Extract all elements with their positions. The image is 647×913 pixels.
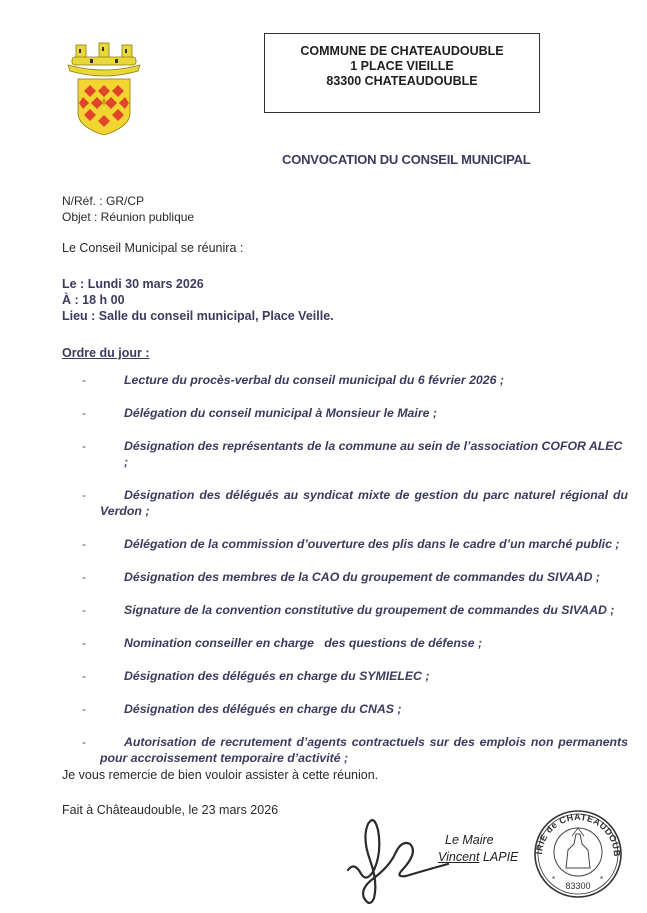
meeting-details: [62, 276, 334, 324]
agenda-item-text: Lecture du procès-verbal du conseil municipal du 6 février 2026 ;: [124, 373, 504, 387]
signatory-first-name: Vincent: [438, 850, 480, 864]
signatory-last-name: LAPIE: [482, 850, 519, 864]
agenda-item-text: Délégation de la commission d’ouverture des plis dans le cadre d’un marché public ;: [124, 537, 620, 551]
address-line-street: 1 PLACE VIEILLE: [350, 59, 454, 73]
signature-icon: [340, 812, 450, 907]
agenda-item-text: Désignation des délégués en charge du CNAS ;: [124, 702, 402, 716]
agenda-item-text: Autorisation de recrutement d’agents contractuels sur des emplois non permanents pour accroissement temporaire d’activité ;: [100, 735, 628, 765]
reference-subject: Objet : Réunion publique: [62, 210, 195, 224]
bullet-dash: -: [82, 488, 87, 502]
closing-thanks: Je vous remercie de bien vouloir assister à cette réunion.: [62, 768, 379, 782]
bullet-dash: -: [82, 603, 87, 617]
signatory-name: [438, 850, 518, 864]
bullet-dash: -: [82, 735, 87, 749]
agenda-item: [68, 405, 628, 421]
agenda-item: [68, 569, 628, 585]
stamp-star-right-icon: *: [600, 875, 604, 884]
address-line-commune: COMMUNE DE CHATEAUDOUBLE: [300, 44, 504, 58]
address-line-city: 83300 CHATEAUDOUBLE: [326, 74, 478, 88]
bullet-dash: -: [82, 406, 87, 420]
agenda-item: [68, 438, 628, 470]
signatory-title: Le Maire: [445, 833, 494, 847]
stamp-text-bottom: 83300: [565, 881, 591, 891]
agenda-item-text: Signature de la convention constitutive du groupement de commandes du SIVAAD ;: [124, 603, 615, 617]
bullet-dash: -: [82, 702, 87, 716]
intro-text: Le Conseil Municipal se réunira :: [62, 241, 244, 255]
closing-place-date: Fait à Châteaudouble, le 23 mars 2026: [62, 803, 279, 817]
document-title: CONVOCATION DU CONSEIL MUNICIPAL: [282, 152, 531, 167]
meeting-place: Lieu : Salle du conseil municipal, Place Veille.: [62, 309, 334, 323]
agenda-item-text: Désignation des délégués au syndicat mixte de gestion du parc naturel régional du Verdon ;: [100, 488, 628, 518]
agenda-item-text: Désignation des membres de la CAO du groupement de commandes du SIVAAD ;: [124, 570, 601, 584]
agenda-item: [68, 668, 628, 684]
agenda-item: [68, 372, 628, 388]
address-box: [264, 33, 540, 113]
agenda-item: [68, 602, 628, 618]
agenda-item: [68, 734, 628, 766]
bullet-dash: -: [82, 537, 87, 551]
agenda-item: [68, 487, 628, 519]
bullet-dash: -: [82, 636, 87, 650]
agenda-item-text: Délégation du conseil municipal à Monsieur le Maire ;: [124, 406, 437, 420]
agenda-heading: Ordre du jour :: [62, 346, 150, 360]
bullet-dash: -: [82, 669, 87, 683]
agenda-item: [68, 701, 628, 717]
bullet-dash: -: [82, 373, 87, 387]
meeting-date: Le : Lundi 30 mars 2026: [62, 277, 204, 291]
agenda-item-text: Nomination conseiller en charge des questions de défense ;: [124, 636, 483, 650]
agenda-item-text: Désignation des représentants de la commune au sein de l’association COFOR ALEC ;: [124, 439, 623, 469]
stamp-text-top: IRIE de CHATEAUDOUB: [534, 811, 623, 858]
official-stamp-icon: [528, 806, 628, 898]
reference-number: N/Réf. : GR/CP: [62, 194, 145, 208]
agenda-item: [68, 635, 628, 651]
reference-block: [62, 193, 194, 225]
agenda-item-text: Désignation des délégués en charge du SYMIELEC ;: [124, 669, 430, 683]
bullet-dash: -: [82, 439, 87, 453]
agenda-list: [68, 372, 628, 783]
agenda-item: [68, 536, 628, 552]
bullet-dash: -: [82, 570, 87, 584]
stamp-star-left-icon: *: [552, 875, 556, 884]
coat-of-arms-icon: [60, 35, 148, 135]
meeting-time: À : 18 h 00: [62, 293, 125, 307]
